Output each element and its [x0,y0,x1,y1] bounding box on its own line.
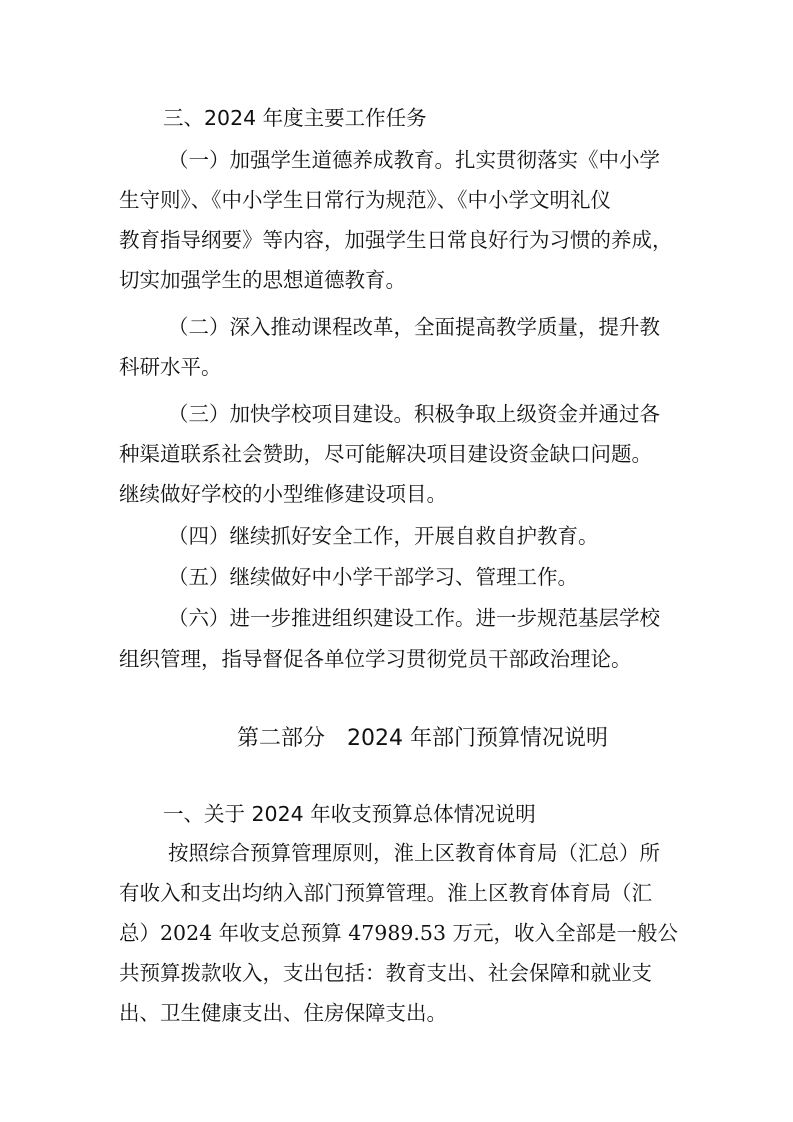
item-2-line-2: 科研水平。 [119,355,222,379]
item-3-line-2: 种渠道联系社会赞助，尽可能解决项目建设资金缺口问题。 [119,442,652,466]
item-3-line-1: （三）加快学校项目建设。积极争取上级资金并通过各 [168,402,660,426]
paragraph-line-1: 按照综合预算管理原则，淮上区教育体育局（汇总）所 [168,841,660,865]
paragraph-line-4: 共预算拨款收入，支出包括：教育支出、社会保障和就业支 [119,961,652,985]
item-1-line-2: 生守则》、《中小学生日常行为规范》、《中小学文明礼仪 [119,188,611,212]
item-3-line-3: 继续做好学校的小型维修建设项目。 [119,482,447,506]
paragraph-line-2: 有收入和支出均纳入部门预算管理。淮上区教育体育局（汇 [119,881,652,905]
item-4-line-1: （四）继续抓好安全工作，开展自救自护教育。 [168,524,599,548]
item-1-line-1: （一）加强学生道德养成教育。扎实贯彻落实《中小学 [168,148,660,172]
item-5-line-1: （五）继续做好中小学干部学习、管理工作。 [168,565,578,589]
paragraph-line-5: 出、卫生健康支出、住房保障支出。 [119,1001,447,1025]
item-1-line-3: 教育指导纲要》等内容，加强学生日常良好行为习惯的养成， [119,228,673,252]
item-1-line-4: 切实加强学生的思想道德教育。 [119,268,406,292]
sub-heading: 一、关于 2024 年收支预算总体情况说明 [163,802,536,826]
paragraph-line-3: 总）2024 年收支总预算 47989.53 万元，收入全部是一般公 [119,921,679,945]
section-heading: 三、2024 年度主要工作任务 [163,106,427,130]
part-title: 第二部分 2024 年部门预算情况说明 [237,726,608,751]
item-2-line-1: （二）深入推动课程改革，全面提高教学质量，提升教 [168,315,660,339]
item-6-line-2: 组织管理，指导督促各单位学习贯彻党员干部政治理论。 [119,647,632,671]
item-6-line-1: （六）进一步推进组织建设工作。进一步规范基层学校 [168,606,660,630]
